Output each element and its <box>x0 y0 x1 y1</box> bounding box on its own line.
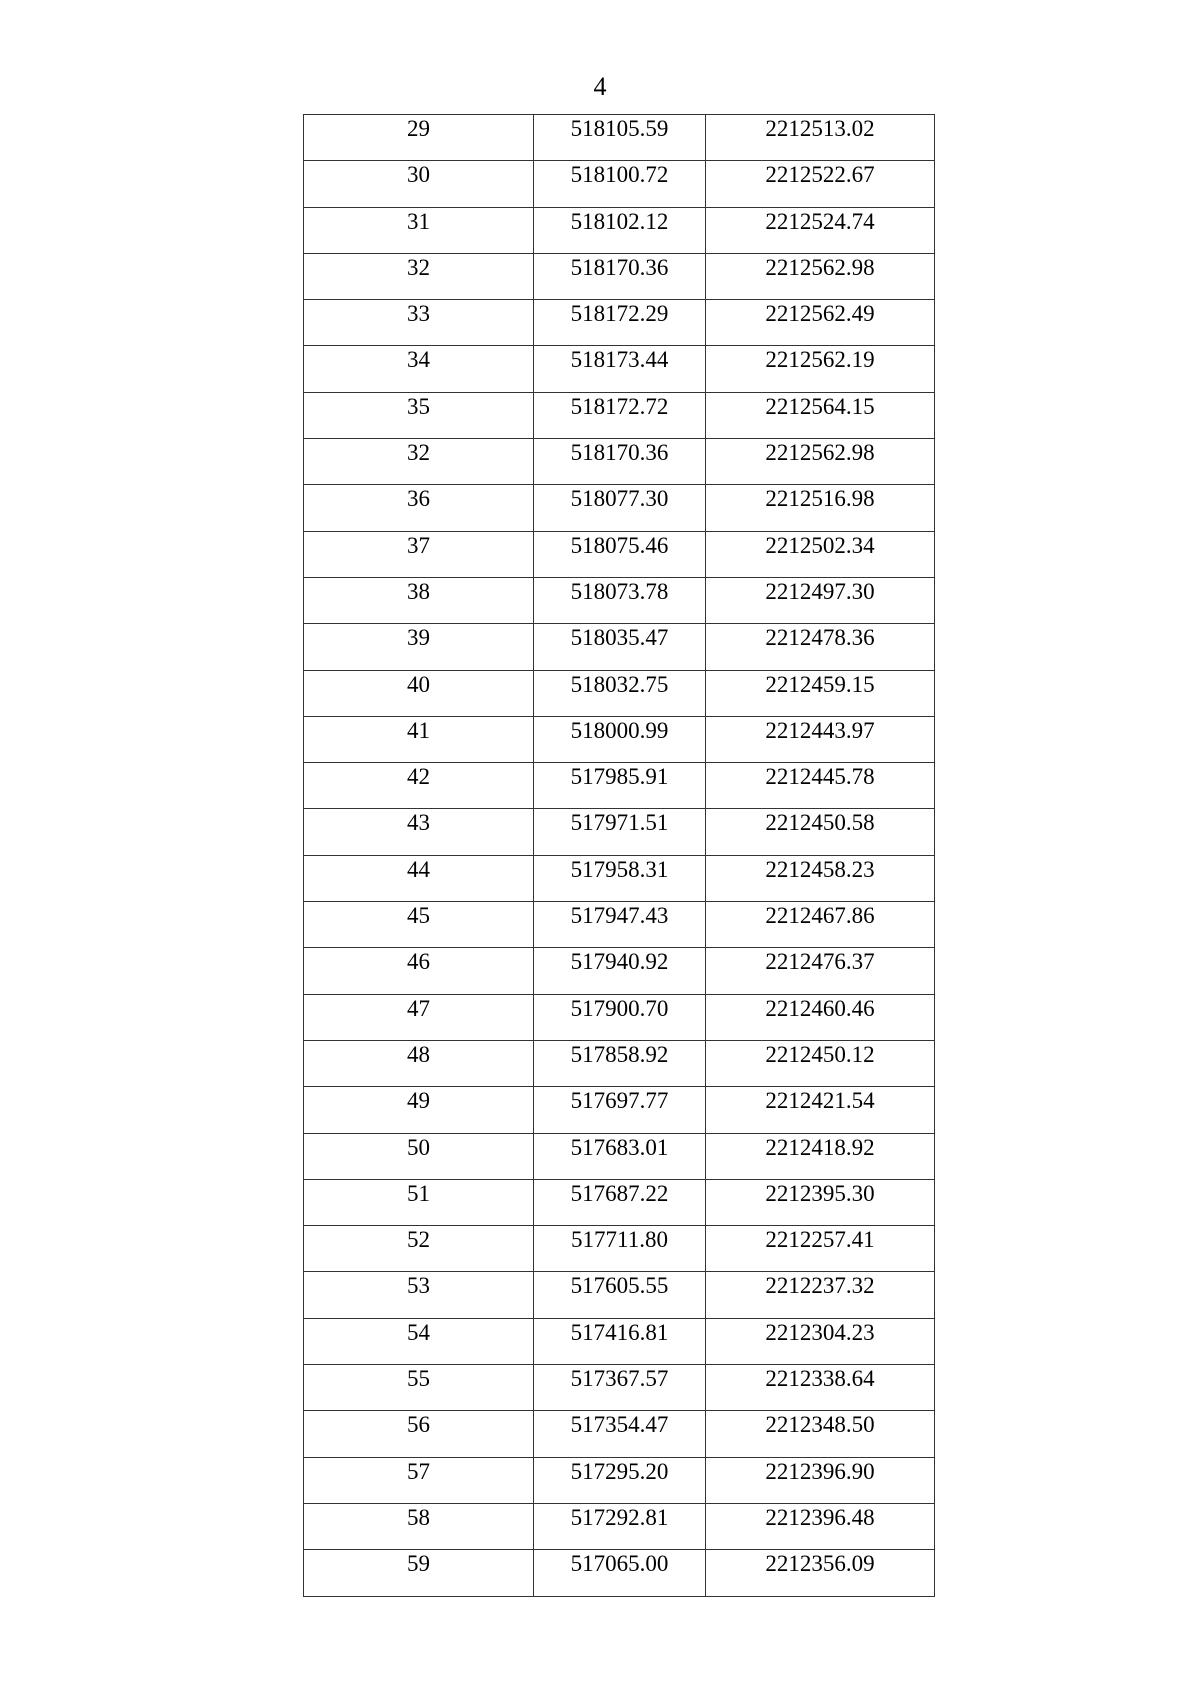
table-row <box>304 1226 935 1272</box>
table-row <box>304 439 935 485</box>
table-row <box>304 1365 935 1411</box>
table-row <box>304 1133 935 1179</box>
coordinates-table <box>303 114 935 1597</box>
x-coordinate-cell: 517065.00 <box>534 1550 706 1596</box>
point-number-cell: 48 <box>304 1040 534 1086</box>
y-coordinate-cell: 2212395.30 <box>706 1179 935 1225</box>
point-number-cell: 51 <box>304 1179 534 1225</box>
point-number-cell: 37 <box>304 531 534 577</box>
point-number-cell: 31 <box>304 207 534 253</box>
x-coordinate-cell: 518035.47 <box>534 624 706 670</box>
table-row <box>304 531 935 577</box>
table-row <box>304 207 935 253</box>
coordinates-table-body <box>304 115 935 1597</box>
x-coordinate-cell: 518170.36 <box>534 439 706 485</box>
x-coordinate-cell: 517354.47 <box>534 1411 706 1457</box>
x-coordinate-cell: 518173.44 <box>534 346 706 392</box>
point-number-cell: 58 <box>304 1503 534 1549</box>
y-coordinate-cell: 2212459.15 <box>706 670 935 716</box>
point-number-cell: 38 <box>304 577 534 623</box>
table-row <box>304 253 935 299</box>
y-coordinate-cell: 2212443.97 <box>706 716 935 762</box>
y-coordinate-cell: 2212524.74 <box>706 207 935 253</box>
y-coordinate-cell: 2212421.54 <box>706 1087 935 1133</box>
x-coordinate-cell: 517687.22 <box>534 1179 706 1225</box>
table-row <box>304 716 935 762</box>
table-row <box>304 1040 935 1086</box>
y-coordinate-cell: 2212460.46 <box>706 994 935 1040</box>
point-number-cell: 34 <box>304 346 534 392</box>
y-coordinate-cell: 2212396.48 <box>706 1503 935 1549</box>
table-row <box>304 577 935 623</box>
y-coordinate-cell: 2212516.98 <box>706 485 935 531</box>
table-row <box>304 1179 935 1225</box>
y-coordinate-cell: 2212467.86 <box>706 902 935 948</box>
x-coordinate-cell: 517858.92 <box>534 1040 706 1086</box>
table-row <box>304 485 935 531</box>
y-coordinate-cell: 2212348.50 <box>706 1411 935 1457</box>
x-coordinate-cell: 517947.43 <box>534 902 706 948</box>
table-row <box>304 809 935 855</box>
table-row <box>304 670 935 716</box>
y-coordinate-cell: 2212445.78 <box>706 763 935 809</box>
x-coordinate-cell: 518077.30 <box>534 485 706 531</box>
y-coordinate-cell: 2212562.19 <box>706 346 935 392</box>
y-coordinate-cell: 2212450.58 <box>706 809 935 855</box>
point-number-cell: 45 <box>304 902 534 948</box>
point-number-cell: 57 <box>304 1457 534 1503</box>
point-number-cell: 55 <box>304 1365 534 1411</box>
point-number-cell: 33 <box>304 300 534 346</box>
y-coordinate-cell: 2212257.41 <box>706 1226 935 1272</box>
point-number-cell: 41 <box>304 716 534 762</box>
point-number-cell: 32 <box>304 253 534 299</box>
point-number-cell: 29 <box>304 115 534 161</box>
y-coordinate-cell: 2212338.64 <box>706 1365 935 1411</box>
table-row <box>304 763 935 809</box>
table-row <box>304 1457 935 1503</box>
table-row <box>304 300 935 346</box>
point-number-cell: 40 <box>304 670 534 716</box>
y-coordinate-cell: 2212478.36 <box>706 624 935 670</box>
y-coordinate-cell: 2212562.98 <box>706 253 935 299</box>
x-coordinate-cell: 517292.81 <box>534 1503 706 1549</box>
point-number-cell: 46 <box>304 948 534 994</box>
x-coordinate-cell: 517971.51 <box>534 809 706 855</box>
table-row <box>304 1318 935 1364</box>
point-number-cell: 32 <box>304 439 534 485</box>
x-coordinate-cell: 518073.78 <box>534 577 706 623</box>
y-coordinate-cell: 2212476.37 <box>706 948 935 994</box>
y-coordinate-cell: 2212304.23 <box>706 1318 935 1364</box>
table-row <box>304 392 935 438</box>
x-coordinate-cell: 518032.75 <box>534 670 706 716</box>
point-number-cell: 53 <box>304 1272 534 1318</box>
x-coordinate-cell: 517605.55 <box>534 1272 706 1318</box>
x-coordinate-cell: 517416.81 <box>534 1318 706 1364</box>
point-number-cell: 42 <box>304 763 534 809</box>
table-row <box>304 624 935 670</box>
x-coordinate-cell: 517985.91 <box>534 763 706 809</box>
table-row <box>304 1503 935 1549</box>
x-coordinate-cell: 518172.72 <box>534 392 706 438</box>
table-row <box>304 346 935 392</box>
x-coordinate-cell: 518105.59 <box>534 115 706 161</box>
table-row <box>304 1411 935 1457</box>
x-coordinate-cell: 517697.77 <box>534 1087 706 1133</box>
table-row <box>304 115 935 161</box>
y-coordinate-cell: 2212396.90 <box>706 1457 935 1503</box>
point-number-cell: 39 <box>304 624 534 670</box>
x-coordinate-cell: 517958.31 <box>534 855 706 901</box>
y-coordinate-cell: 2212418.92 <box>706 1133 935 1179</box>
table-row <box>304 1087 935 1133</box>
y-coordinate-cell: 2212513.02 <box>706 115 935 161</box>
x-coordinate-cell: 518172.29 <box>534 300 706 346</box>
table-row <box>304 948 935 994</box>
x-coordinate-cell: 517367.57 <box>534 1365 706 1411</box>
point-number-cell: 56 <box>304 1411 534 1457</box>
table-row <box>304 1272 935 1318</box>
x-coordinate-cell: 517900.70 <box>534 994 706 1040</box>
table-row <box>304 855 935 901</box>
table-row <box>304 1550 935 1596</box>
x-coordinate-cell: 518000.99 <box>534 716 706 762</box>
y-coordinate-cell: 2212237.32 <box>706 1272 935 1318</box>
y-coordinate-cell: 2212450.12 <box>706 1040 935 1086</box>
y-coordinate-cell: 2212356.09 <box>706 1550 935 1596</box>
table-row <box>304 161 935 207</box>
y-coordinate-cell: 2212458.23 <box>706 855 935 901</box>
point-number-cell: 35 <box>304 392 534 438</box>
y-coordinate-cell: 2212522.67 <box>706 161 935 207</box>
point-number-cell: 44 <box>304 855 534 901</box>
x-coordinate-cell: 517295.20 <box>534 1457 706 1503</box>
point-number-cell: 36 <box>304 485 534 531</box>
table-row <box>304 994 935 1040</box>
point-number-cell: 54 <box>304 1318 534 1364</box>
point-number-cell: 49 <box>304 1087 534 1133</box>
y-coordinate-cell: 2212562.49 <box>706 300 935 346</box>
page-number: 4 <box>593 72 607 101</box>
table-row <box>304 902 935 948</box>
x-coordinate-cell: 518075.46 <box>534 531 706 577</box>
x-coordinate-cell: 517940.92 <box>534 948 706 994</box>
point-number-cell: 30 <box>304 161 534 207</box>
y-coordinate-cell: 2212562.98 <box>706 439 935 485</box>
point-number-cell: 59 <box>304 1550 534 1596</box>
y-coordinate-cell: 2212497.30 <box>706 577 935 623</box>
point-number-cell: 47 <box>304 994 534 1040</box>
x-coordinate-cell: 518170.36 <box>534 253 706 299</box>
y-coordinate-cell: 2212502.34 <box>706 531 935 577</box>
point-number-cell: 50 <box>304 1133 534 1179</box>
point-number-cell: 52 <box>304 1226 534 1272</box>
y-coordinate-cell: 2212564.15 <box>706 392 935 438</box>
x-coordinate-cell: 517683.01 <box>534 1133 706 1179</box>
x-coordinate-cell: 517711.80 <box>534 1226 706 1272</box>
point-number-cell: 43 <box>304 809 534 855</box>
x-coordinate-cell: 518102.12 <box>534 207 706 253</box>
x-coordinate-cell: 518100.72 <box>534 161 706 207</box>
